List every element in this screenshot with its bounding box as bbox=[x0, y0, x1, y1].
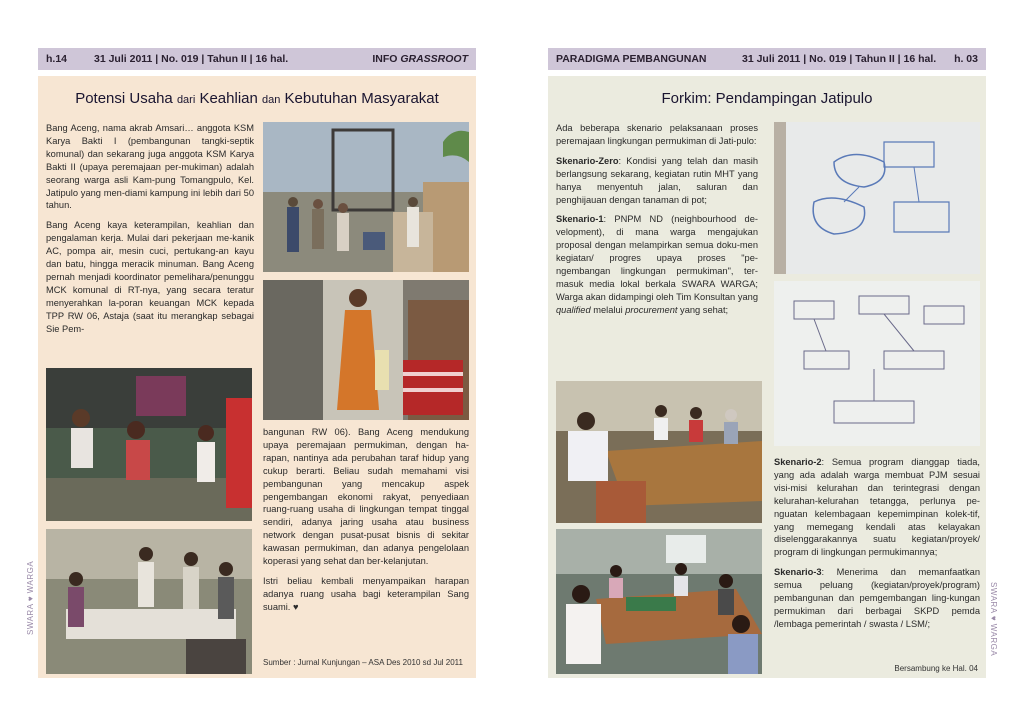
photo-meeting-room bbox=[46, 529, 252, 674]
right-article-title: Forkim: Pendampingan Jatipulo bbox=[661, 90, 873, 107]
left-section-label: INFO GRASSROOT bbox=[372, 53, 468, 65]
right-page bbox=[548, 48, 986, 678]
photo-woman-with-container bbox=[263, 280, 469, 420]
photo-construction-site bbox=[263, 122, 469, 272]
paragraph: Bang Aceng kaya keterampilan, keahlian dan pengalaman kerja. Mulai dari pekerjaan me-kanik AC, pompa air, mesin cuci, pertukang-an kayu dan batu, hingga meracik minuman. Bang Aceng pernah menjadi koordinator pemelihara/penunggu MCK komunal di RT-nya, yang secara teratur menyerahkan la-poran keuangan MCK kepada TPP RW 06, Astaja (saat itu merangkap sebagai Sie Pem- bbox=[46, 220, 254, 334]
left-column-1-text bbox=[46, 122, 254, 343]
source-note: Sumber : Jurnal Kunjungan – ASA Des 2010 sd Jul 2011 bbox=[263, 658, 463, 667]
scenario-three: Skenario-3: Menerima dan memanfaatkan semua peluang (kegiatan/proyek/program) pembangunan dan pemgembangan ling-kungan permukiman dari berbagai SKPD pemda /lembaga pemerintah / swasta / LSM/; bbox=[774, 567, 980, 629]
right-header-bar bbox=[548, 48, 986, 70]
paragraph: Istri beliau kembali menyampaikan harapan adanya ruang usaha bagi keterampilan Sang suami. ♥ bbox=[263, 575, 469, 612]
left-issue-info: 31 Juli 2011 | No. 019 | Tahun II | 16 hal. bbox=[94, 53, 289, 65]
left-side-label: SWARA ♥ WARGA bbox=[26, 560, 35, 635]
right-column-1-text bbox=[556, 122, 758, 324]
right-column-2-text bbox=[774, 456, 980, 638]
scenario-zero: Skenario-Zero: Kondisi yang telah dan masih berlangsung sekarang, kegiatan rutin MHT yang hanya menyentuh jalan, saluran dan penghijauan dengan tanaman di pot; bbox=[556, 155, 758, 205]
left-page bbox=[38, 48, 476, 678]
right-page-number: h. 03 bbox=[954, 53, 978, 65]
left-page-number: h.14 bbox=[46, 53, 68, 65]
left-article-title: Potensi Usaha dari Keahlian dan Kebutuhan Masyarakat bbox=[75, 90, 439, 107]
right-section-label: PARADIGMA PEMBANGUNAN bbox=[556, 53, 707, 65]
intro-paragraph: Ada beberapa skenario pelaksanaan proses peremajaan lingkungan permukiman di Jati-pulo: bbox=[556, 123, 758, 146]
scenario-one: Skenario-1: PNPM ND (neighbourhood de-velopment), di mana warga mengajukan proposal dengan melampirkan semua doku-men kegiatan/ progres upaya proses "pe-ngembangan lingkungan permukiman", ter-masuk media lokal berkala SWARA WARGA; Warga akan didampingi oleh Tim Konsultan yang qualified melalui procurement yang sehat; bbox=[556, 214, 758, 315]
scenario-two: Skenario-2: Semua program dianggap tiada, yang ada adalah warga membuat PJM sesuai visi-misi kelurahan dan terintegrasi dengan kelurahan-kelurahan tetangga, perlunya pe-nguatan kelembagaan kepemimpinan kolek-tif, yang memegang kendali atas kelayakan diselenggarakannya suatu kegiatan/proyek/ program di lingkungan permukimannya; bbox=[774, 457, 980, 558]
photo-whiteboard-diagram-1 bbox=[774, 122, 980, 274]
photo-whiteboard-diagram-2 bbox=[774, 281, 980, 446]
continued-note: Bersambung ke Hal. 04 bbox=[894, 664, 978, 673]
paragraph: bangunan RW 06). Bang Aceng mendukung upaya peremajaan permukiman, dengan ha-rapan, nantinya ada perubahan taraf hidup yang cukup berarti. Beliau sudah memahami visi pembangunan yang mencakup aspek pengembangan ekonomi rakyat, penyediaan ruang-ruang usaha di lingkungan tempat tinggal sendiri, adanya jaring usaha atau business network dengan pusat-pusat bisnis di sekitar kawasan permukiman, dan adanya pengelolaan koperasi yang sehat dan ber-kelanjutan. bbox=[263, 427, 469, 567]
photo-group-discussion bbox=[556, 529, 762, 674]
right-panel bbox=[548, 76, 986, 678]
photo-meeting-table bbox=[556, 381, 762, 523]
left-column-2-text bbox=[263, 426, 469, 621]
photo-family-porch bbox=[46, 368, 252, 521]
left-panel bbox=[38, 76, 476, 678]
right-side-label: SWARA ♥ WARGA bbox=[989, 582, 998, 657]
paragraph: Bang Aceng, nama akrab Amsari… anggota KSM Karya Bakti I (pembangunan tangki-septik komunal) dan sekarang juga anggota KSM Karya Bakti II (upaya peremajaan per-mukiman) adalah seorang warga asli Kam-pung Tomangpulo, Kel. Jatipulo yang men-diami kampung ini lebih dari 50 tahun. bbox=[46, 123, 254, 211]
right-issue-info: 31 Juli 2011 | No. 019 | Tahun II | 16 hal. bbox=[742, 53, 937, 65]
left-header-bar bbox=[38, 48, 476, 70]
